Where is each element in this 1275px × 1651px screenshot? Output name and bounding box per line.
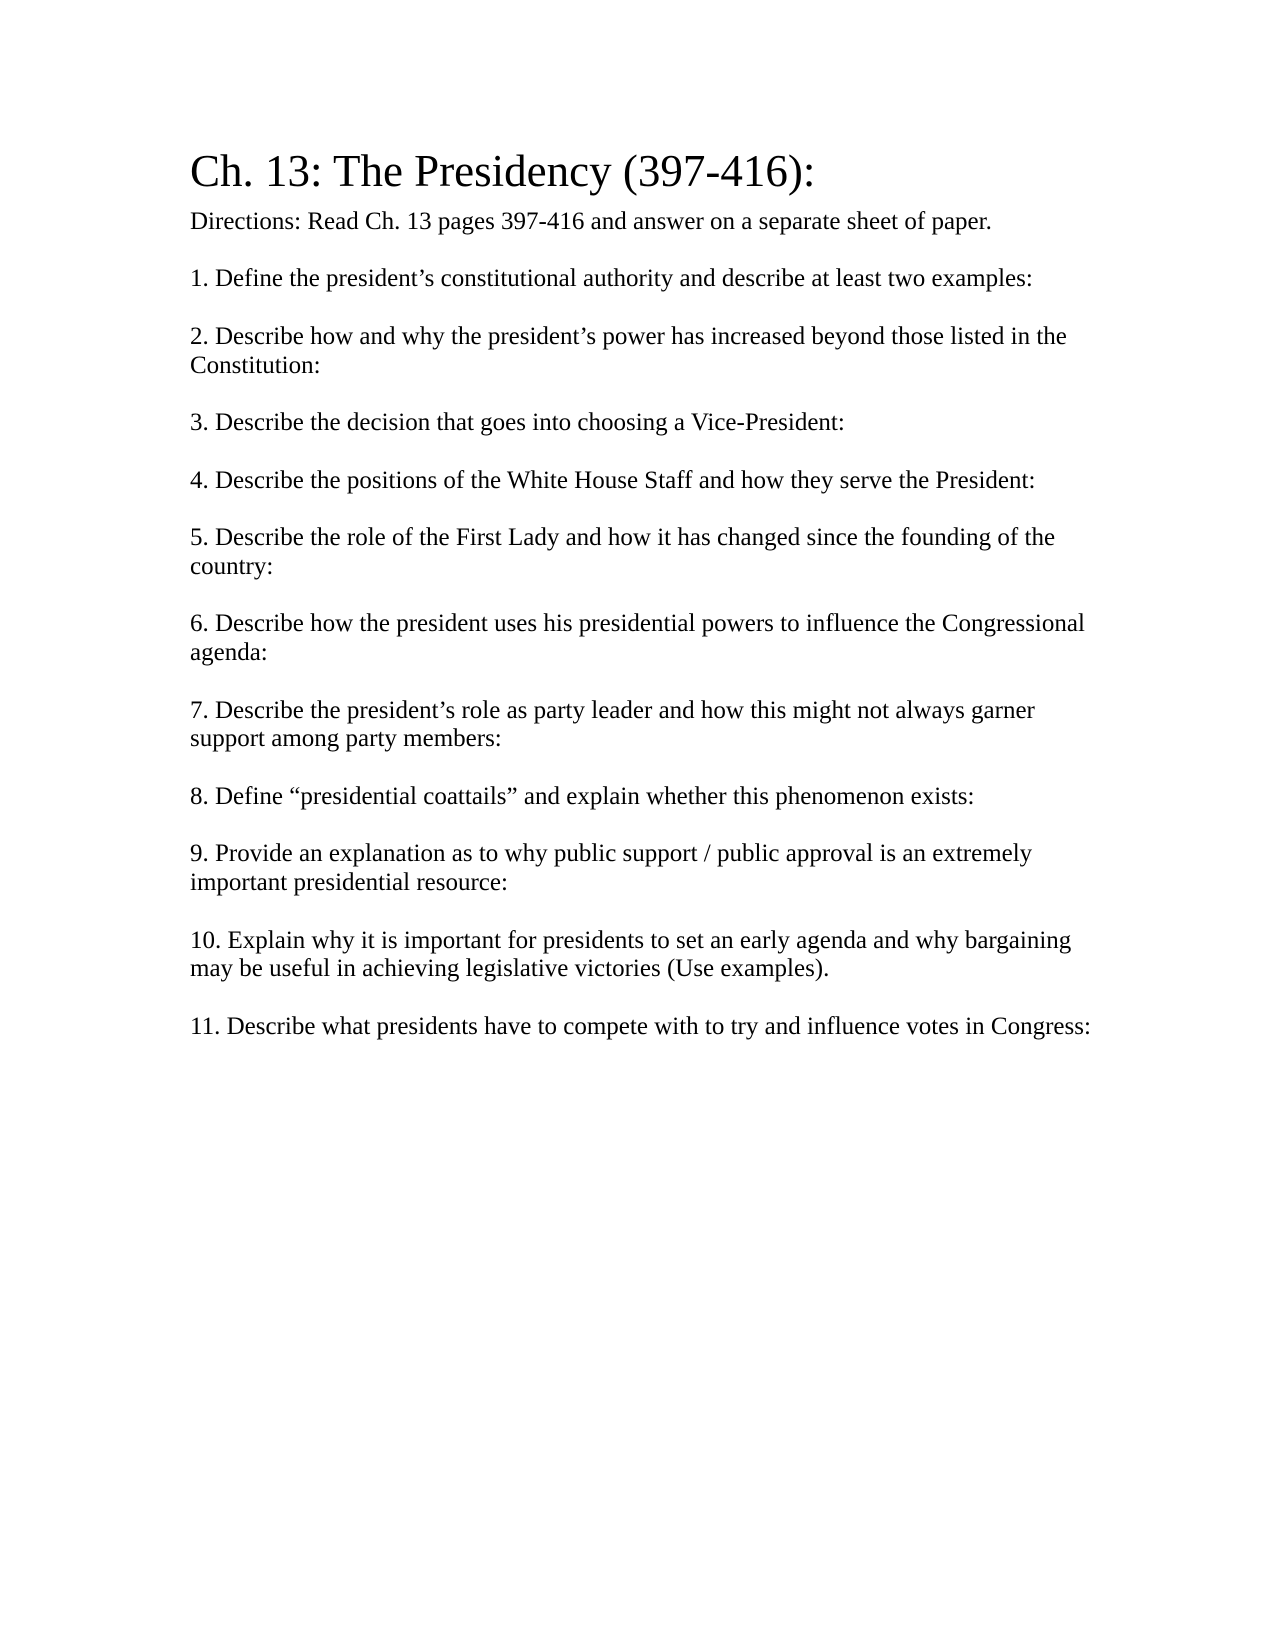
question-item: 6. Describe how the president uses his presidential powers to influence the Congressional agenda: bbox=[190, 610, 1085, 666]
question-item: 3. Describe the decision that goes into choosing a Vice-President: bbox=[190, 409, 845, 436]
question-item: 11. Describe what presidents have to compete with to try and influence votes in Congress: bbox=[190, 1012, 1091, 1040]
directions-text: Directions: Read Ch. 13 pages 397-416 and answer on a separate sheet of paper. bbox=[190, 207, 992, 235]
question-item: 9. Provide an explanation as to why public support / public approval is an extremely important presidential resource: bbox=[190, 840, 1033, 896]
question-item: 4. Describe the positions of the White House Staff and how they serve the President: bbox=[190, 466, 1036, 494]
document-title: Ch. 13: The Presidency (397-416): bbox=[190, 146, 816, 196]
document-content bbox=[190, 146, 1092, 1042]
question-item: 8. Define “presidential coattails” and explain whether this phenomenon exists: bbox=[190, 782, 975, 810]
question-item: 10. Explain why it is important for presidents to set an early agenda and why bargaining may be useful in achieving legislative victories (Use examples). bbox=[190, 926, 1072, 983]
question-item: 5. Describe the role of the First Lady and how it has changed since the founding of the country: bbox=[190, 524, 1056, 580]
question-item: 7. Describe the president’s role as party leader and how this might not always garner support among party members: bbox=[190, 696, 1035, 753]
questions-list bbox=[190, 265, 1092, 1041]
question-item: 2. Describe how and why the president’s power has increased beyond those listed in the Constitution: bbox=[190, 322, 1067, 379]
question-item: 1. Define the president’s constitutional authority and describe at least two examples: bbox=[190, 265, 1033, 293]
